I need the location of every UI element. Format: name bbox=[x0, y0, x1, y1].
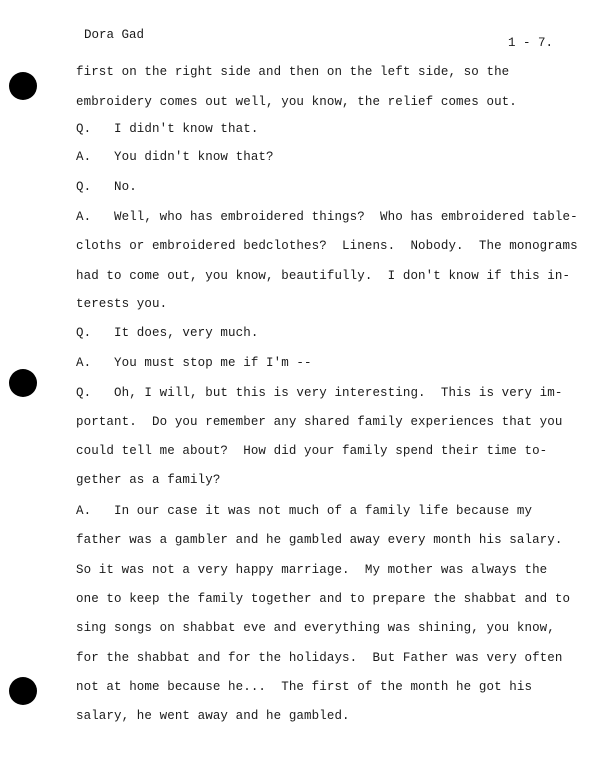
text-line: sing songs on shabbat eve and everything was shining, you know, bbox=[76, 621, 555, 635]
text-line: Q. It does, very much. bbox=[76, 326, 259, 340]
text-line: salary, he went away and he gambled. bbox=[76, 709, 350, 723]
punch-hole bbox=[9, 677, 37, 705]
interviewee-name: Dora Gad bbox=[84, 28, 145, 42]
text-line: Q. No. bbox=[76, 180, 137, 194]
text-line: cloths or embroidered bedclothes? Linens. Nobody. The monograms bbox=[76, 239, 578, 253]
text-line: A. Well, who has embroidered things? Who has embroidered table- bbox=[76, 210, 578, 224]
text-line: A. You must stop me if I'm -- bbox=[76, 356, 312, 370]
text-line: not at home because he... The first of the month he got his bbox=[76, 680, 533, 694]
text-line: gether as a family? bbox=[76, 473, 221, 487]
punch-hole bbox=[9, 72, 37, 100]
text-line: one to keep the family together and to prepare the shabbat and to bbox=[76, 592, 571, 606]
text-line: had to come out, you know, beautifully. I don't know if this in- bbox=[76, 269, 571, 283]
page-number: 1 - 7. bbox=[508, 36, 554, 50]
text-line: portant. Do you remember any shared family experiences that you bbox=[76, 415, 563, 429]
text-line: for the shabbat and for the holidays. But Father was very often bbox=[76, 651, 563, 665]
punch-hole bbox=[9, 369, 37, 397]
text-line: embroidery comes out well, you know, the relief comes out. bbox=[76, 95, 517, 109]
text-line: father was a gambler and he gambled away every month his salary. bbox=[76, 533, 563, 547]
text-line: first on the right side and then on the left side, so the bbox=[76, 65, 510, 79]
text-line: So it was not a very happy marriage. My mother was always the bbox=[76, 563, 548, 577]
text-line: could tell me about? How did your family spend their time to- bbox=[76, 444, 548, 458]
text-line: A. In our case it was not much of a family life because my bbox=[76, 504, 533, 518]
text-line: Q. Oh, I will, but this is very interesting. This is very im- bbox=[76, 386, 563, 400]
text-line: A. You didn't know that? bbox=[76, 150, 274, 164]
text-line: Q. I didn't know that. bbox=[76, 122, 259, 136]
text-line: terests you. bbox=[76, 297, 168, 311]
